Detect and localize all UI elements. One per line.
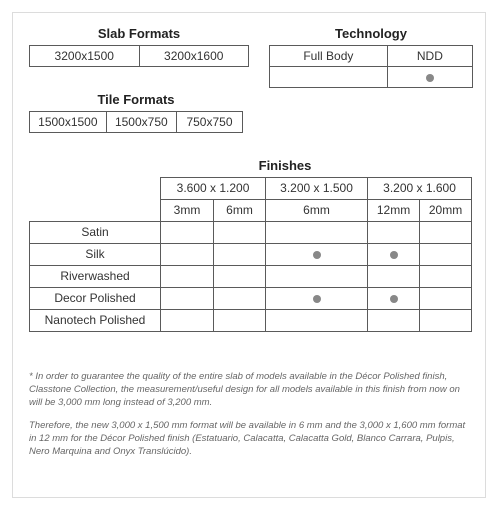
technology-title: Technology	[335, 26, 407, 41]
thickness-header: 12mm	[368, 200, 420, 222]
technology-header-ndd: NDD	[387, 46, 472, 67]
table-row	[30, 222, 472, 244]
size-group-header: 3.600 x 1.200	[161, 178, 266, 200]
technology-table	[269, 45, 473, 88]
slab-format-cell: 3200x1600	[139, 46, 249, 67]
technology-section	[269, 25, 473, 88]
footnote-2: Therefore, the new 3,000 x 1,500 mm format will be available in 6 mm and the 3,000 x 1,600 mm format in 12 mm for the Décor Polished finish (Estatuario, Calacatta, Calacatta Gold, Blanco Carrara, Pulpis, Nero Marquina and Onyx Translúcido).	[29, 420, 466, 457]
thickness-header: 6mm	[214, 200, 266, 222]
slab-format-cell: 3200x1500	[30, 46, 140, 67]
size-group-header: 3.200 x 1.500	[266, 178, 368, 200]
tile-formats-title: Tile Formats	[97, 92, 175, 107]
finishes-title: Finishes	[258, 158, 312, 173]
finishes-section	[29, 157, 471, 332]
footnotes	[29, 370, 471, 468]
finish-name: Riverwashed	[30, 266, 161, 288]
table-row	[30, 310, 472, 332]
finish-name: Silk	[30, 244, 161, 266]
available-dot-icon	[426, 74, 434, 82]
finishes-table	[29, 177, 472, 332]
slab-formats-table	[29, 45, 249, 67]
thickness-header: 20mm	[420, 200, 472, 222]
spec-card	[12, 12, 486, 498]
technology-cell-full-body	[270, 67, 388, 88]
available-dot-icon	[313, 295, 321, 303]
empty-corner	[30, 178, 161, 200]
size-group-header: 3.200 x 1.600	[368, 178, 472, 200]
finish-name: Decor Polished	[30, 288, 161, 310]
thickness-header: 6mm	[266, 200, 368, 222]
finish-name: Nanotech Polished	[30, 310, 161, 332]
tile-format-cell: 750x750	[176, 112, 242, 133]
table-row	[30, 244, 472, 266]
technology-cell-ndd	[387, 67, 472, 88]
available-dot-icon	[390, 251, 398, 259]
thickness-header: 3mm	[161, 200, 214, 222]
available-dot-icon	[390, 295, 398, 303]
empty-corner	[30, 200, 161, 222]
finish-name: Satin	[30, 222, 161, 244]
table-row	[30, 266, 472, 288]
slab-formats-title: Slab Formats	[97, 26, 181, 41]
table-row	[30, 288, 472, 310]
tile-format-cell: 1500x1500	[30, 112, 107, 133]
tile-formats-table	[29, 111, 243, 133]
technology-header-full-body: Full Body	[270, 46, 388, 67]
footnote-1: * In order to guarantee the quality of the entire slab of models available in the Décor Polished finish, Classtone Collection, the measurement/useful design for all models available in this finish from now on will be 3,000 mm long instead of 3,200 mm.	[29, 371, 460, 408]
slab-formats-section	[29, 25, 249, 67]
available-dot-icon	[313, 251, 321, 259]
tile-formats-section	[29, 91, 243, 133]
tile-format-cell: 1500x750	[106, 112, 176, 133]
